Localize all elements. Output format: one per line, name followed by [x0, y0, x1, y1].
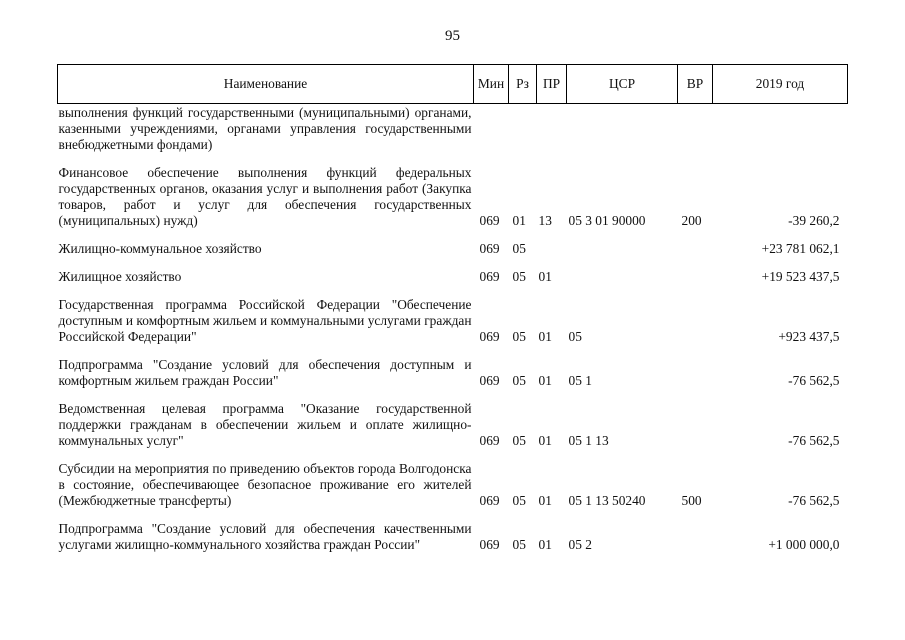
table-row — [58, 345, 848, 389]
table-row — [58, 389, 848, 449]
header-csr: ЦСР — [567, 65, 678, 104]
row-rz: 05 — [512, 269, 526, 284]
row-pr: 01 — [538, 537, 552, 552]
row-min: 069 — [479, 213, 500, 228]
row-min: 069 — [479, 329, 500, 344]
row-name: Подпрограмма "Создание условий для обеспечения доступным и комфортным жильем граждан России" — [58, 357, 472, 388]
row-vr — [678, 257, 713, 285]
header-vr: ВР — [678, 65, 713, 104]
row-min — [474, 104, 509, 154]
table-row — [58, 229, 848, 257]
row-rz: 05 — [512, 241, 526, 256]
row-name: Жилищно-коммунальное хозяйство — [58, 241, 262, 256]
row-min: 069 — [479, 493, 500, 508]
row-rz: 05 — [512, 493, 526, 508]
row-csr: 05 — [568, 329, 582, 344]
row-name: Финансовое обеспечение выполнения функций федеральных государственных органов, оказания услуг и выполнения работ (Закупка товаров, работ и услуг для обеспечения государственных (муниципальных) нужд) — [58, 165, 472, 228]
row-min: 069 — [479, 433, 500, 448]
header-min: Мин — [474, 65, 509, 104]
header-amount: 2019 год — [713, 65, 848, 104]
row-vr — [678, 509, 713, 553]
header-pr: ПР — [537, 65, 567, 104]
row-amount: -76 562,5 — [788, 373, 840, 388]
row-pr: 01 — [538, 433, 552, 448]
row-vr — [678, 285, 713, 345]
row-pr: 01 — [538, 329, 552, 344]
table-header-row — [58, 65, 848, 104]
row-pr — [537, 104, 567, 154]
table-row — [58, 285, 848, 345]
row-name: Ведомственная целевая программа "Оказание государственной поддержки гражданам в обеспечении жильем и оплате жилищно-коммунальных услуг" — [58, 401, 472, 448]
row-pr: 01 — [538, 373, 552, 388]
row-amount: +1 000 000,0 — [768, 537, 840, 552]
row-min: 069 — [479, 373, 500, 388]
row-min: 069 — [479, 537, 500, 552]
budget-table — [57, 64, 848, 553]
header-rz: Рз — [509, 65, 537, 104]
row-amount: +19 523 437,5 — [761, 269, 840, 284]
row-vr — [678, 345, 713, 389]
row-rz: 05 — [512, 433, 526, 448]
row-vr — [678, 229, 713, 257]
row-name: Субсидии на мероприятия по приведению объектов города Волгодонска в состояние, обеспечивающее безопасное проживание его жителей (Межбюджетные трансферты) — [58, 461, 472, 508]
row-csr: 05 3 01 90000 — [568, 213, 646, 228]
row-pr: 01 — [538, 269, 552, 284]
table-row — [58, 257, 848, 285]
row-rz: 05 — [512, 329, 526, 344]
row-name: Жилищное хозяйство — [58, 269, 182, 284]
row-rz — [509, 104, 537, 154]
row-csr — [567, 229, 678, 257]
row-name: Подпрограмма "Создание условий для обеспечения качественными услугами жилищно-коммунального хозяйства граждан России" — [58, 521, 472, 552]
row-amount: -76 562,5 — [788, 433, 840, 448]
row-rz: 05 — [512, 373, 526, 388]
row-amount: -39 260,2 — [788, 213, 840, 228]
row-pr — [537, 229, 567, 257]
row-csr: 05 2 — [568, 537, 592, 552]
row-name: Государственная программа Российской Федерации "Обеспечение доступным и комфортным жильем и коммунальными услугами граждан Российской Федерации" — [58, 297, 472, 344]
page-number: 95 — [445, 28, 460, 44]
row-vr — [678, 389, 713, 449]
row-csr: 05 1 13 50240 — [568, 493, 646, 508]
row-name: выполнения функций государственными (муниципальными) органами, казенными учреждениями, органами управления государственными внебюджетными фондами) — [58, 105, 472, 152]
row-csr: 05 1 13 — [568, 433, 609, 448]
row-amount: +923 437,5 — [778, 329, 840, 344]
row-rz: 05 — [512, 537, 526, 552]
row-min: 069 — [479, 269, 500, 284]
table-row — [58, 104, 848, 154]
row-amount: -76 562,5 — [788, 493, 840, 508]
row-rz: 01 — [512, 213, 526, 228]
row-vr: 500 — [681, 493, 702, 508]
row-csr — [567, 257, 678, 285]
row-pr: 01 — [538, 493, 552, 508]
row-min: 069 — [479, 241, 500, 256]
row-pr: 13 — [538, 213, 552, 228]
row-vr — [678, 104, 713, 154]
row-vr: 200 — [681, 213, 702, 228]
row-csr — [567, 104, 678, 154]
row-amount — [713, 104, 848, 154]
row-amount: +23 781 062,1 — [761, 241, 840, 256]
header-name: Наименование — [58, 65, 474, 104]
row-csr: 05 1 — [568, 373, 592, 388]
table-row — [58, 153, 848, 229]
table-row — [58, 449, 848, 509]
table-row — [58, 509, 848, 553]
